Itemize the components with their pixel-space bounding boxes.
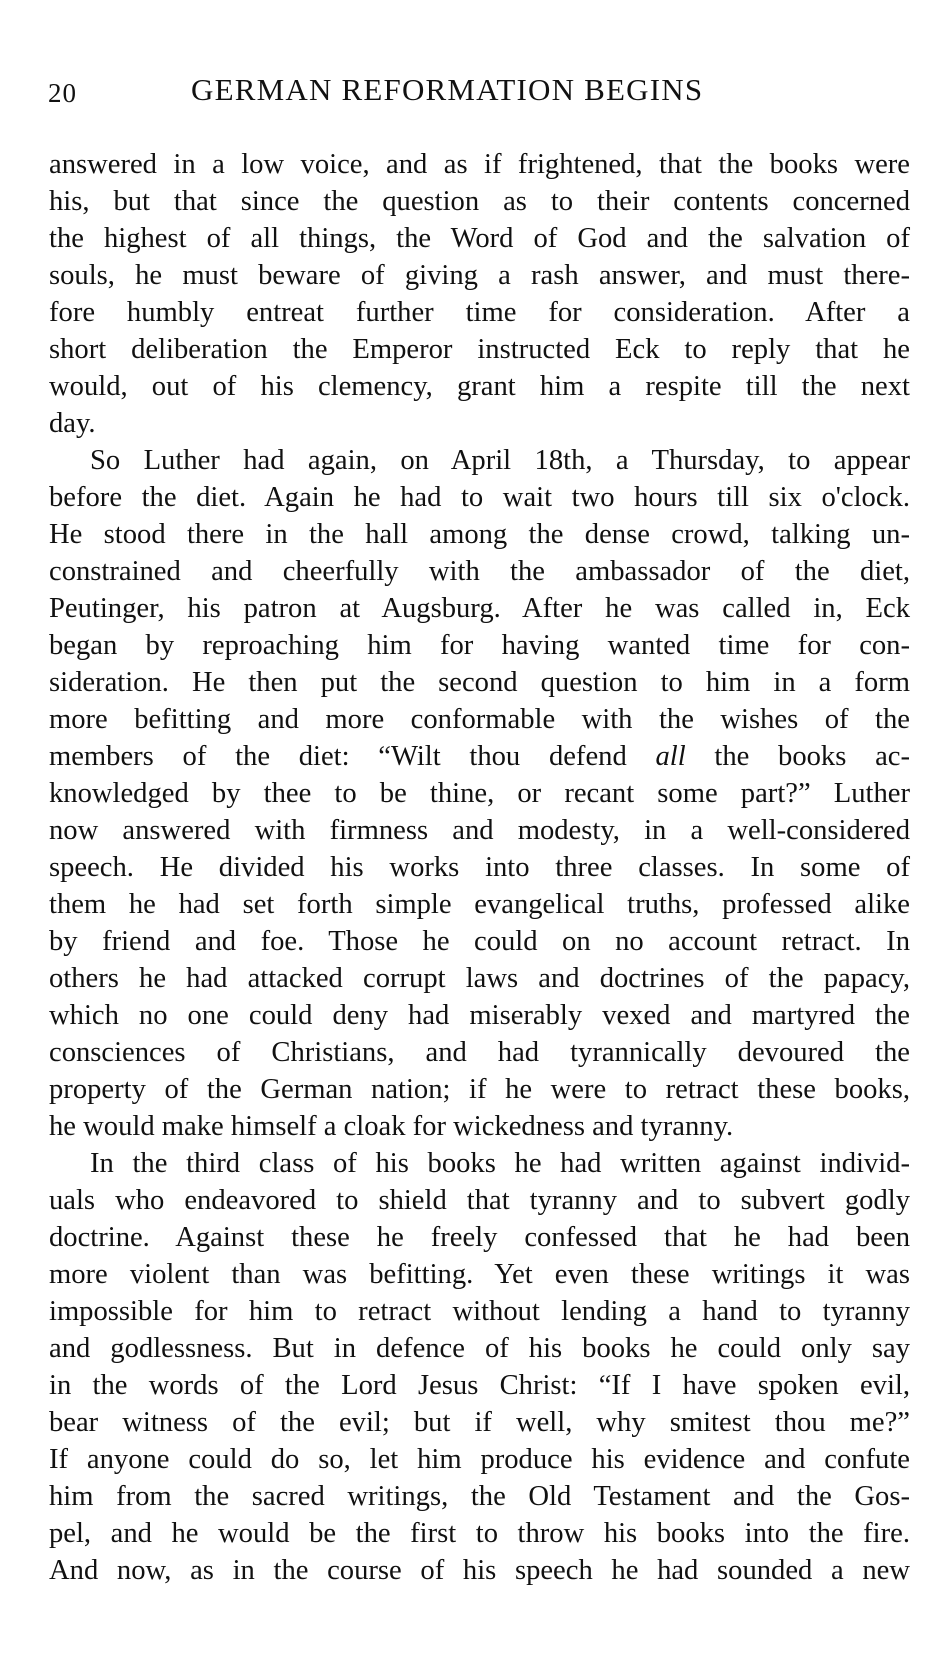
text-line: answered in a low voice, and as if frightened, that the books were xyxy=(49,149,910,180)
text-line: them he had set forth simple evangelical truths, professed alike xyxy=(49,889,910,920)
text-line: in the words of the Lord Jesus Christ: “If I have spoken evil, xyxy=(49,1370,910,1401)
text-line: impossible for him to retract without lending a hand to tyranny xyxy=(49,1296,910,1327)
text-line: which no one could deny had miserably vexed and martyred the xyxy=(49,1000,910,1031)
text-line: before the diet. Again he had to wait two hours till six o'clock. xyxy=(49,482,910,513)
text-line: Peutinger, his patron at Augsburg. After he was called in, Eck xyxy=(49,593,910,624)
text-line: knowledged by thee to be thine, or recant some part?” Luther xyxy=(49,778,910,809)
text-line: by friend and foe. Those he could on no account retract. In xyxy=(49,926,910,957)
text-line: he would make himself a cloak for wickedness and tyranny. xyxy=(49,1111,734,1142)
text-line: bear witness of the evil; but if well, why smitest thou me?” xyxy=(49,1407,910,1438)
text-segment: members of the diet: “Wilt thou defend xyxy=(49,741,656,772)
text-line: more befitting and more conformable with the wishes of the xyxy=(49,704,910,735)
text-line: consciences of Christians, and had tyrannically devoured the xyxy=(49,1037,910,1068)
text-line: day. xyxy=(49,408,96,439)
text-line: short deliberation the Emperor instructed Eck to reply that he xyxy=(49,334,910,365)
text-line: now answered with firmness and modesty, in a well-considered xyxy=(49,815,910,846)
text-line: property of the German nation; if he were to retract these books, xyxy=(49,1074,910,1105)
emphasis: all xyxy=(655,741,686,772)
text-line: In the third class of his books he had written against individ- xyxy=(90,1148,910,1179)
text-line: began by reproaching him for having wanted time for con- xyxy=(49,630,910,661)
text-line: sideration. He then put the second question to him in a form xyxy=(49,667,910,698)
text-line: the highest of all things, the Word of God and the salvation of xyxy=(49,223,910,254)
text-line: pel, and he would be the first to throw his books into the fire. xyxy=(49,1518,910,1549)
text-line: He stood there in the hall among the dense crowd, talking un- xyxy=(49,519,910,550)
text-line: constrained and cheerfully with the ambassador of the diet, xyxy=(49,556,910,587)
body-text xyxy=(49,146,910,1589)
text-line: If anyone could do so, let him produce his evidence and confute xyxy=(49,1444,910,1475)
text-line: So Luther had again, on April 18th, a Thursday, to appear xyxy=(90,445,910,476)
text-line: others he had attacked corrupt laws and doctrines of the papacy, xyxy=(49,963,910,994)
text-line xyxy=(49,738,910,775)
text-line: more violent than was befitting. Yet even these writings it was xyxy=(49,1259,910,1290)
text-line: fore humbly entreat further time for consideration. After a xyxy=(49,297,910,328)
text-line: and godlessness. But in defence of his books he could only say xyxy=(49,1333,910,1364)
text-line: his, but that since the question as to their contents concerned xyxy=(49,186,910,217)
running-head xyxy=(48,72,908,112)
text-line: speech. He divided his works into three classes. In some of xyxy=(49,852,910,883)
text-line: souls, he must beware of giving a rash answer, and must there- xyxy=(49,260,910,291)
page-number: 20 xyxy=(48,78,77,108)
text-line: And now, as in the course of his speech he had sounded a new xyxy=(49,1555,910,1586)
text-line: him from the sacred writings, the Old Testament and the Gos- xyxy=(49,1481,910,1512)
text-line: uals who endeavored to shield that tyranny and to subvert godly xyxy=(49,1185,910,1216)
running-title: GERMAN REFORMATION BEGINS xyxy=(191,72,704,107)
text-segment: the books ac- xyxy=(685,741,910,772)
text-line: doctrine. Against these he freely confessed that he had been xyxy=(49,1222,910,1253)
text-line: would, out of his clemency, grant him a respite till the next xyxy=(49,371,910,402)
